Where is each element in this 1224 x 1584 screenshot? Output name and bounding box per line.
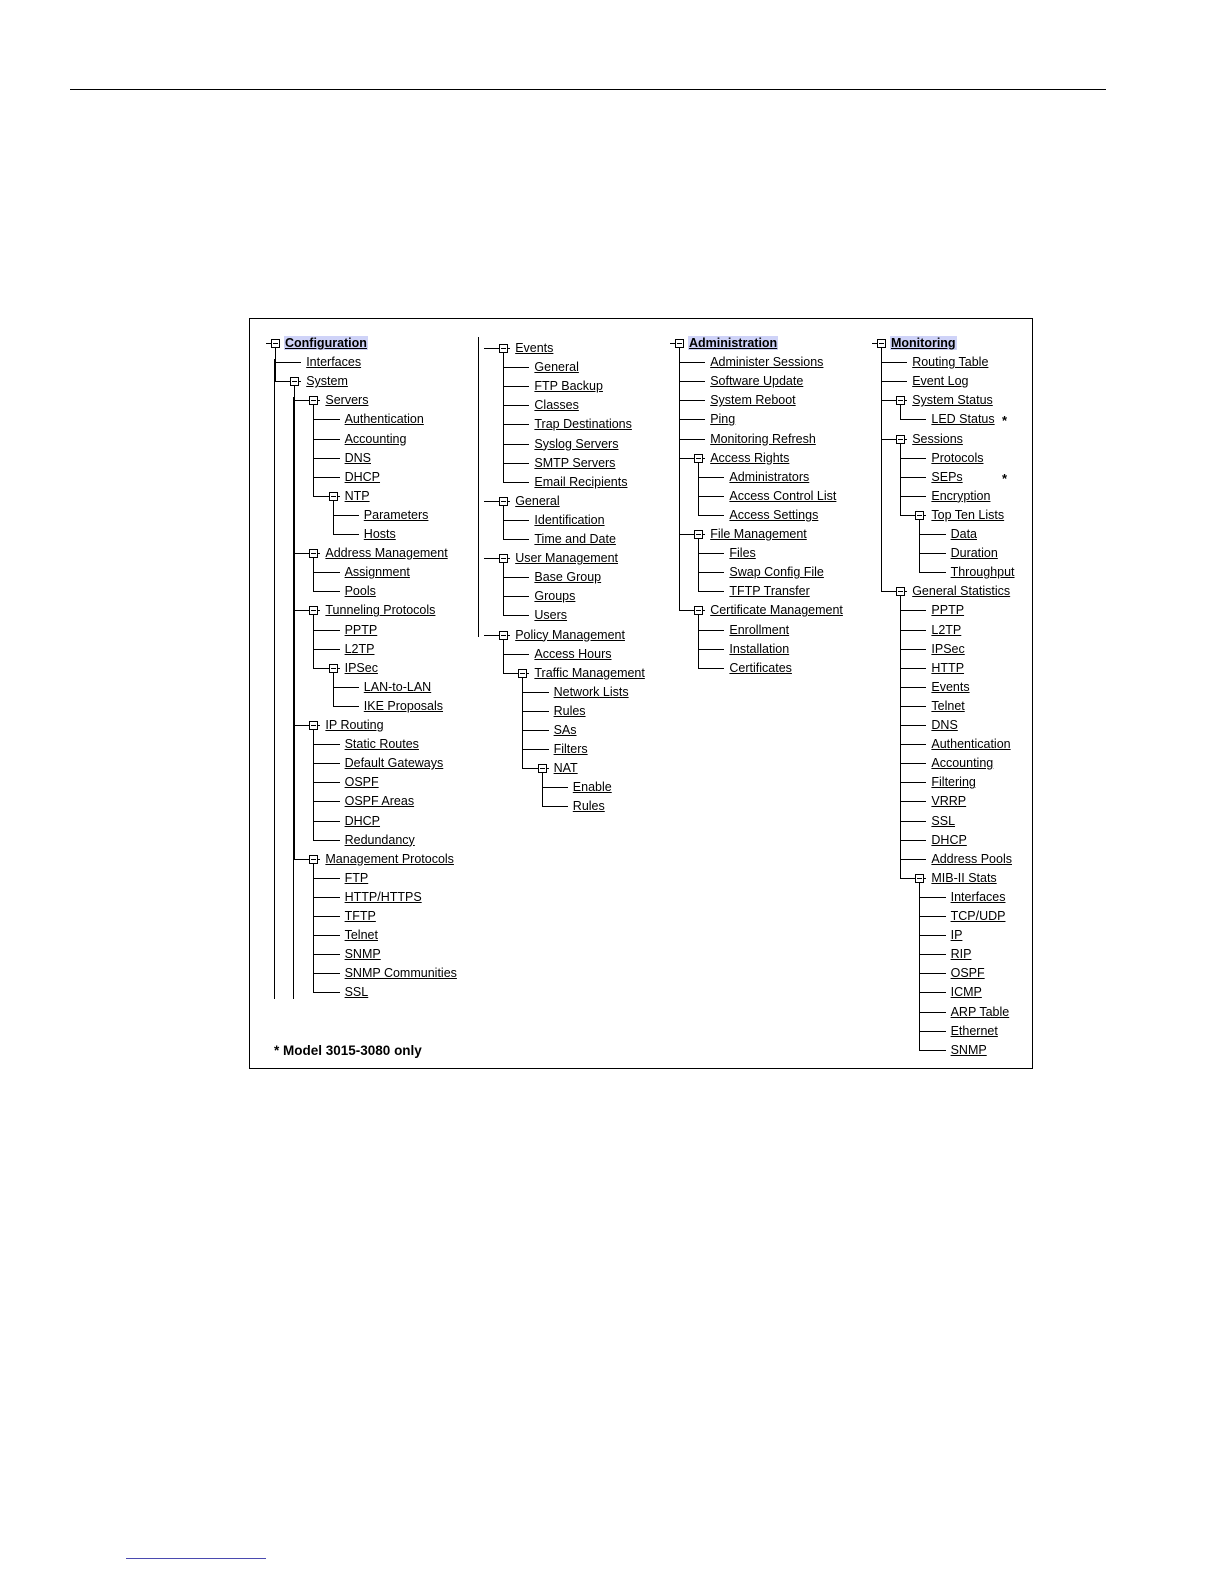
- connector-line: [503, 615, 529, 616]
- tree-item-pools[interactable]: Pools: [344, 584, 376, 599]
- tree-item-ipsec[interactable]: IPSec: [931, 641, 965, 656]
- tree-item-ntp[interactable]: NTP: [344, 488, 370, 503]
- connector-line: [275, 362, 301, 363]
- tree-item-accounting[interactable]: Accounting: [931, 756, 994, 771]
- tree-item-tftp-transfer[interactable]: TFTP Transfer: [729, 584, 810, 599]
- connector-line: [679, 362, 705, 363]
- connector-line: [503, 539, 529, 540]
- tree-item-configuration[interactable]: Configuration: [285, 336, 367, 350]
- trunk-line: [503, 562, 504, 615]
- connector-line: [919, 553, 945, 554]
- connector-line: [503, 577, 529, 578]
- tree-item-installation[interactable]: Installation: [729, 641, 790, 656]
- connector-line: [881, 381, 907, 382]
- connector-line: [503, 520, 529, 521]
- connector-line: [313, 916, 339, 917]
- connector-line: [919, 916, 945, 917]
- tree-item-administer-sessions[interactable]: Administer Sessions: [710, 355, 824, 370]
- connector-line: [900, 458, 926, 459]
- connector-line: [919, 1050, 945, 1051]
- trunk-line: [333, 672, 334, 706]
- tree-item-events[interactable]: Events: [515, 341, 554, 355]
- tree-item-data[interactable]: Data: [950, 527, 977, 541]
- connector-line: [313, 630, 339, 631]
- tree-item-administration[interactable]: Administration: [689, 336, 778, 350]
- connector-line: [900, 801, 926, 802]
- connector-line: [503, 482, 529, 483]
- tree-item-classes[interactable]: Classes: [534, 398, 579, 413]
- trunk-line: [313, 557, 314, 591]
- tree-item-l2tp[interactable]: L2TP: [344, 641, 375, 656]
- trunk-line: [698, 538, 699, 591]
- tree-item-monitoring[interactable]: Monitoring: [891, 336, 956, 350]
- connector-line: [313, 649, 339, 650]
- connector-line: [679, 400, 705, 401]
- connector-line: [522, 749, 548, 750]
- connector-line: [333, 515, 359, 516]
- connector-line: [313, 419, 339, 420]
- connector-line: [698, 477, 724, 478]
- trunk-line: [293, 397, 294, 999]
- connector-line: [900, 419, 926, 420]
- tree-item-dhcp[interactable]: DHCP: [344, 813, 381, 828]
- tree-item-monitoring-refresh[interactable]: Monitoring Refresh: [710, 431, 816, 446]
- tree-item-ethernet[interactable]: Ethernet: [950, 1023, 998, 1038]
- connector-line: [333, 687, 359, 688]
- continuation-line: [478, 337, 479, 637]
- trunk-line: [294, 385, 295, 859]
- tree-item-ipsec[interactable]: IPSec: [344, 660, 378, 675]
- connector-line: [900, 782, 926, 783]
- tree-item-dns[interactable]: DNS: [931, 718, 958, 732]
- tree-item-ip[interactable]: IP: [950, 928, 963, 943]
- connector-line: [503, 654, 529, 655]
- tree-item-sas[interactable]: SAs: [553, 723, 577, 737]
- tree-item-mib-ii-stats[interactable]: MIB-II Stats: [931, 870, 997, 885]
- trunk-line: [522, 677, 523, 769]
- tree-item-dhcp[interactable]: DHCP: [344, 469, 381, 484]
- tree-item-pptp[interactable]: PPTP: [344, 622, 378, 637]
- tree-item-trap-destinations[interactable]: Trap Destinations: [534, 417, 632, 432]
- tree-item-top-ten-lists[interactable]: Top Ten Lists: [931, 507, 1005, 522]
- connector-line: [900, 687, 926, 688]
- connector-line: [503, 463, 529, 464]
- connector-line: [679, 419, 705, 420]
- connector-line: [900, 706, 926, 707]
- tree-item-pptp[interactable]: PPTP: [931, 603, 965, 618]
- connector-line: [900, 763, 926, 764]
- connector-line: [919, 1012, 945, 1013]
- tree-item-rules[interactable]: Rules: [572, 799, 605, 814]
- trunk-line: [333, 500, 334, 534]
- connector-line: [698, 572, 724, 573]
- connector-line: [698, 553, 724, 554]
- tree-item-swap-config-file[interactable]: Swap Config File: [729, 565, 824, 580]
- trunk-line: [698, 614, 699, 667]
- connector-line: [313, 801, 339, 802]
- connector-line: [522, 711, 548, 712]
- connector-line: [919, 992, 945, 993]
- connector-line: [313, 897, 339, 898]
- tree-item-syslog-servers[interactable]: Syslog Servers: [534, 436, 619, 451]
- tree-item-routing-table[interactable]: Routing Table: [912, 355, 989, 370]
- connector-line: [919, 897, 945, 898]
- connector-line: [881, 362, 907, 363]
- tree-item-ip-routing[interactable]: IP Routing: [325, 718, 384, 732]
- tree-item-filters[interactable]: Filters: [553, 742, 588, 757]
- connector-line: [900, 610, 926, 611]
- connector-line: [313, 954, 339, 955]
- trunk-line: [900, 443, 901, 515]
- tree-item-users[interactable]: Users: [534, 608, 568, 623]
- tree-item-ike-proposals[interactable]: IKE Proposals: [363, 698, 444, 713]
- connector-line: [313, 744, 339, 745]
- tree-item-certificate-management[interactable]: Certificate Management: [710, 603, 843, 618]
- tree-item-snmp[interactable]: SNMP: [950, 1042, 987, 1057]
- tree-item-groups[interactable]: Groups: [534, 589, 576, 604]
- connector-line: [542, 806, 568, 807]
- connector-line: [698, 668, 724, 669]
- tree-item-file-management[interactable]: File Management: [710, 527, 807, 541]
- trunk-line: [542, 772, 543, 806]
- tree-item-event-log[interactable]: Event Log: [912, 374, 969, 389]
- connector-line: [313, 935, 339, 936]
- connector-line: [698, 591, 724, 592]
- connector-line: [919, 1031, 945, 1032]
- connector-line: [333, 706, 359, 707]
- connector-line: [679, 439, 705, 440]
- connector-line: [900, 668, 926, 669]
- trunk-line: [900, 595, 901, 878]
- connector-line: [503, 367, 529, 368]
- connector-line: [698, 649, 724, 650]
- connector-line: [900, 725, 926, 726]
- tree-item-filtering[interactable]: Filtering: [931, 775, 976, 790]
- connector-line: [698, 515, 724, 516]
- connector-line: [333, 534, 359, 535]
- trunk-line: [679, 347, 680, 610]
- trunk-line: [313, 614, 314, 667]
- connector-line: [313, 439, 339, 440]
- connector-line: [503, 596, 529, 597]
- tree-item-general-statistics[interactable]: General Statistics: [912, 584, 1011, 599]
- connector-line: [698, 630, 724, 631]
- tree-item-duration[interactable]: Duration: [950, 546, 998, 561]
- tree-item-policy-management[interactable]: Policy Management: [515, 627, 625, 642]
- tree-item-dns[interactable]: DNS: [344, 450, 371, 465]
- tree-item-events[interactable]: Events: [931, 679, 970, 694]
- tree-item-ospf[interactable]: OSPF: [950, 966, 985, 981]
- tree-item-default-gateways[interactable]: Default Gateways: [344, 756, 444, 771]
- connector-line: [522, 692, 548, 693]
- connector-line: [503, 444, 529, 445]
- trunk-line: [503, 505, 504, 539]
- connector-line: [919, 534, 945, 535]
- tree-item-access-settings[interactable]: Access Settings: [729, 507, 819, 522]
- tree-item-parameters[interactable]: Parameters: [363, 507, 429, 522]
- tree-item-http-https[interactable]: HTTP/HTTPS: [344, 889, 422, 904]
- tree-item-icmp[interactable]: ICMP: [950, 985, 982, 1000]
- tree-item-system[interactable]: System: [306, 374, 348, 389]
- tree-item-lan-to-lan[interactable]: LAN-to-LAN: [363, 679, 432, 694]
- trunk-line: [275, 347, 276, 381]
- tree-item-ftp[interactable]: FTP: [344, 870, 369, 885]
- tree-item-access-rights[interactable]: Access Rights: [710, 450, 790, 465]
- tree-item-access-control-list[interactable]: Access Control List: [729, 488, 837, 503]
- tree-item-servers[interactable]: Servers: [325, 393, 369, 408]
- menu-tree-figure: [249, 318, 1033, 1069]
- connector-line: [313, 878, 339, 879]
- tree-item-base-group[interactable]: Base Group: [534, 570, 602, 585]
- connector-line: [313, 992, 339, 993]
- tree-item-arp-table[interactable]: ARP Table: [950, 1004, 1010, 1019]
- connector-line: [313, 477, 339, 478]
- tree-item-dhcp[interactable]: DHCP: [931, 832, 967, 847]
- tree-item-system-reboot[interactable]: System Reboot: [710, 393, 796, 408]
- tree-item-snmp[interactable]: SNMP: [344, 947, 381, 962]
- connector-line: [313, 572, 339, 573]
- trunk-line: [274, 359, 275, 999]
- connector-line: [313, 458, 339, 459]
- trunk-line: [503, 352, 504, 482]
- trunk-line: [313, 404, 314, 496]
- tree-item-time-and-date[interactable]: Time and Date: [534, 532, 616, 546]
- tree-item-l2tp[interactable]: L2TP: [931, 622, 962, 637]
- model-note-marker: *: [1002, 413, 1008, 429]
- connector-line: [900, 859, 926, 860]
- connector-line: [919, 572, 945, 573]
- menu-tree: [250, 319, 1034, 1070]
- tree-item-assignment[interactable]: Assignment: [344, 565, 410, 580]
- tree-item-files[interactable]: Files: [729, 546, 756, 561]
- tree-item-tcp-udp[interactable]: TCP/UDP: [950, 909, 1006, 923]
- tree-item-protocols[interactable]: Protocols: [931, 450, 984, 465]
- connector-line: [313, 973, 339, 974]
- tree-item-interfaces[interactable]: Interfaces: [306, 355, 362, 370]
- tree-item-system-status[interactable]: System Status: [912, 393, 993, 408]
- tree-item-hosts[interactable]: Hosts: [363, 527, 396, 541]
- trunk-line: [503, 639, 504, 673]
- tree-item-enrollment[interactable]: Enrollment: [729, 622, 790, 637]
- connector-line: [698, 496, 724, 497]
- connector-line: [919, 954, 945, 955]
- trunk-line: [919, 519, 920, 572]
- tree-item-telnet[interactable]: Telnet: [344, 928, 378, 943]
- tree-item-authentication[interactable]: Authentication: [344, 412, 424, 427]
- tree-item-led-status[interactable]: LED Status: [931, 412, 995, 427]
- connector-line: [313, 591, 339, 592]
- tree-item-throughput[interactable]: Throughput: [950, 565, 1015, 580]
- tree-item-email-recipients[interactable]: Email Recipients: [534, 474, 628, 489]
- connector-line: [503, 405, 529, 406]
- tree-item-http[interactable]: HTTP: [931, 660, 965, 675]
- tree-item-general[interactable]: General: [515, 493, 560, 508]
- tree-item-rules[interactable]: Rules: [553, 703, 586, 718]
- tree-item-encryption[interactable]: Encryption: [931, 488, 991, 503]
- connector-line: [503, 424, 529, 425]
- tree-item-ospf[interactable]: OSPF: [344, 775, 379, 790]
- tree-item-redundancy[interactable]: Redundancy: [344, 832, 415, 847]
- connector-line: [900, 496, 926, 497]
- connector-line: [679, 381, 705, 382]
- tree-item-ping[interactable]: Ping: [710, 412, 736, 427]
- connector-line: [900, 744, 926, 745]
- trunk-line: [313, 729, 314, 840]
- model-note-marker: *: [1002, 470, 1008, 486]
- connector-line: [919, 935, 945, 936]
- tree-item-snmp-communities[interactable]: SNMP Communities: [344, 966, 457, 981]
- tree-item-vrrp[interactable]: VRRP: [931, 794, 967, 809]
- tree-item-address-management[interactable]: Address Management: [325, 546, 448, 561]
- tree-item-ftp-backup[interactable]: FTP Backup: [534, 379, 603, 394]
- tree-item-ospf-areas[interactable]: OSPF Areas: [344, 794, 415, 809]
- tree-item-user-management[interactable]: User Management: [515, 551, 619, 566]
- tree-item-telnet[interactable]: Telnet: [931, 698, 965, 713]
- connector-line: [313, 821, 339, 822]
- tree-item-software-update[interactable]: Software Update: [710, 374, 804, 389]
- tree-item-seps[interactable]: SEPs: [931, 469, 963, 484]
- tree-item-static-routes[interactable]: Static Routes: [344, 737, 419, 752]
- tree-item-management-protocols[interactable]: Management Protocols: [325, 851, 454, 866]
- tree-item-administrators[interactable]: Administrators: [729, 469, 810, 484]
- tree-item-ssl[interactable]: SSL: [931, 813, 956, 828]
- connector-line: [900, 649, 926, 650]
- connector-line: [919, 973, 945, 974]
- tree-item-access-hours[interactable]: Access Hours: [534, 646, 612, 661]
- tree-item-traffic-management[interactable]: Traffic Management: [534, 665, 645, 680]
- tree-item-certificates[interactable]: Certificates: [729, 660, 792, 675]
- tree-item-address-pools[interactable]: Address Pools: [931, 851, 1012, 866]
- connector-line: [900, 477, 926, 478]
- connector-line: [313, 782, 339, 783]
- tree-item-enable[interactable]: Enable: [572, 780, 612, 795]
- trunk-line: [900, 404, 901, 419]
- tree-item-tftp[interactable]: TFTP: [344, 909, 376, 923]
- connector-line: [900, 840, 926, 841]
- footnote: * Model 3015-3080 only: [274, 1043, 422, 1058]
- connector-line: [900, 821, 926, 822]
- connector-line: [313, 763, 339, 764]
- tree-item-tunneling-protocols[interactable]: Tunneling Protocols: [325, 603, 436, 618]
- tree-item-ssl[interactable]: SSL: [344, 985, 369, 1000]
- connector-line: [542, 787, 568, 788]
- trunk-line: [881, 347, 882, 591]
- tree-item-sessions[interactable]: Sessions: [912, 431, 963, 446]
- trunk-line: [919, 882, 920, 1050]
- connector-line: [503, 386, 529, 387]
- tree-item-network-lists[interactable]: Network Lists: [553, 684, 629, 699]
- page-header-rule: [70, 89, 1106, 90]
- tree-item-interfaces[interactable]: Interfaces: [950, 889, 1006, 904]
- connector-line: [900, 630, 926, 631]
- tree-item-accounting[interactable]: Accounting: [344, 431, 407, 446]
- tree-item-identification[interactable]: Identification: [534, 512, 605, 527]
- trunk-line: [698, 462, 699, 515]
- trunk-line: [313, 863, 314, 993]
- connector-line: [313, 840, 339, 841]
- connector-line: [522, 730, 548, 731]
- tree-item-nat[interactable]: NAT: [553, 761, 578, 776]
- page-footer-rule: [126, 1558, 266, 1559]
- tree-item-smtp-servers[interactable]: SMTP Servers: [534, 455, 616, 470]
- tree-item-rip[interactable]: RIP: [950, 947, 972, 962]
- tree-item-general[interactable]: General: [534, 360, 579, 375]
- tree-item-authentication[interactable]: Authentication: [931, 737, 1011, 752]
